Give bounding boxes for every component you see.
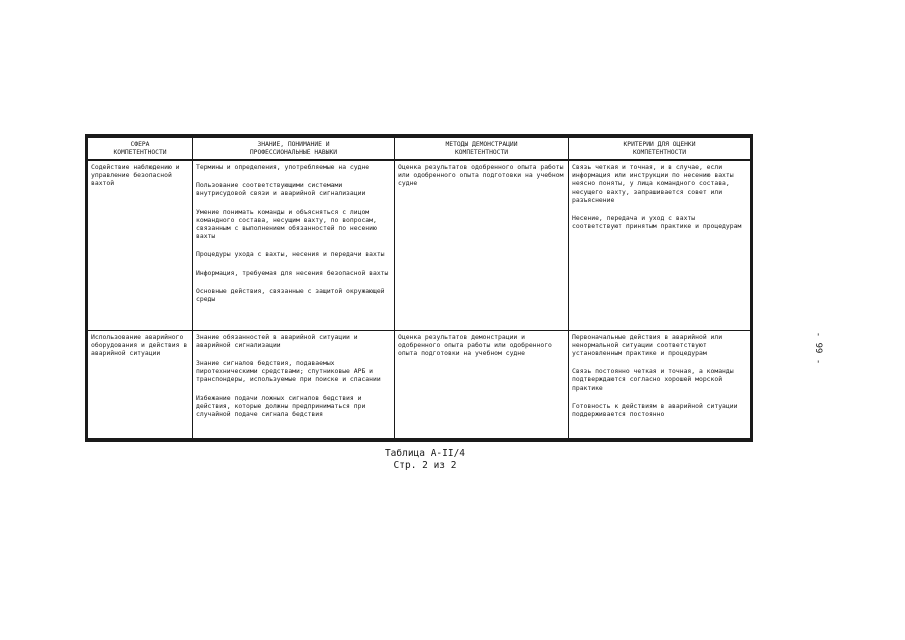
criteria-cell bbox=[569, 330, 751, 438]
table-page-indicator: Стр. 2 из 2 bbox=[393, 460, 457, 471]
criteria-item: Первоначальные действия в аварийной или ненормальной ситуации соответствуют установленным практике и процедурам bbox=[572, 332, 723, 357]
table-row bbox=[88, 160, 751, 330]
criteria-item: Готовность к действиям в аварийной ситуации поддерживается постоянно bbox=[572, 401, 738, 418]
methods-cell bbox=[395, 160, 569, 330]
knowledge-item: Умение понимать команды и объясняться с лицом командного состава, несущим вахту, по вопросам, связанным с выполнением обязанностей по несению вахты bbox=[196, 207, 377, 241]
criteria-cell bbox=[569, 160, 751, 330]
knowledge-item: Информация, требуемая для несения безопасной вахты bbox=[196, 268, 389, 277]
header-criteria: КРИТЕРИИ ДЛЯ ОЦЕНКИ КОМПЕТЕНТНОСТИ bbox=[569, 138, 751, 161]
table-title: Таблица A-II/4 bbox=[384, 448, 466, 459]
knowledge-cell bbox=[193, 330, 395, 438]
competence-cell: Содействие наблюдению и управление безопасной вахтой bbox=[88, 160, 193, 330]
table-row bbox=[88, 330, 751, 438]
competence-table bbox=[87, 137, 751, 439]
criteria-item: Несение, передача и уход с вахты соответствуют принятым практике и процедурам bbox=[572, 214, 742, 231]
header-methods: МЕТОДЫ ДЕМОНСТРАЦИИ КОМПЕТЕНТНОСТИ bbox=[395, 138, 569, 161]
header-knowledge: ЗНАНИЕ, ПОНИМАНИЕ И ПРОФЕССИОНАЛЬНЫЕ НАВЫКИ bbox=[193, 138, 395, 161]
competence-cell: Использование аварийного оборудования и действия в аварийной ситуации bbox=[88, 330, 193, 438]
competence-table-frame bbox=[85, 134, 753, 442]
methods-cell bbox=[395, 330, 569, 438]
methods-item: Оценка результатов демонстрации и одобренного опыта работы или одобренного опыта подготовки на учебном судне bbox=[398, 332, 552, 357]
knowledge-item: Знание обязанностей в аварийной ситуации и аварийной сигнализации bbox=[196, 332, 358, 349]
page-number: - 99 - bbox=[813, 331, 823, 365]
criteria-item: Связь постоянно четкая и точная, а команды подтверждаются согласно хорошей морской практике bbox=[572, 367, 734, 392]
table-caption bbox=[370, 448, 480, 472]
knowledge-item: Процедуры ухода с вахты, несения и передачи вахты bbox=[196, 250, 385, 259]
knowledge-item: Основные действия, связанные с защитой окружающей среды bbox=[196, 286, 385, 304]
criteria-item: Связь четкая и точная, и в случае, если информация или инструкции по несению вахты неясно поняты, у лица командного состава, несущего вахту, запрашивается совет или разъяснение bbox=[572, 163, 734, 204]
methods-item: Оценка результатов одобренного опыта работы или одобренного опыта подготовки на учебном судне bbox=[398, 163, 564, 188]
header-competence: СФЕРА КОМПЕТЕНТНОСТИ bbox=[88, 138, 193, 161]
knowledge-item: Знание сигналов бедствия, подаваемых пиротехническими средствами; спутниковые АРБ и транспондеры, используемые при поиске и спасании bbox=[196, 358, 381, 384]
knowledge-item: Избежание подачи ложных сигналов бедствия и действия, которые должны предприниматься при случайной подаче сигнала бедствия bbox=[196, 393, 366, 418]
knowledge-cell bbox=[193, 160, 395, 330]
knowledge-item: Пользование соответствующими системами внутрисудовой связи и аварийной сигнализации bbox=[196, 181, 366, 198]
knowledge-item: Термины и определения, употребляемые на судне bbox=[196, 163, 370, 171]
table-header-row bbox=[88, 138, 751, 161]
